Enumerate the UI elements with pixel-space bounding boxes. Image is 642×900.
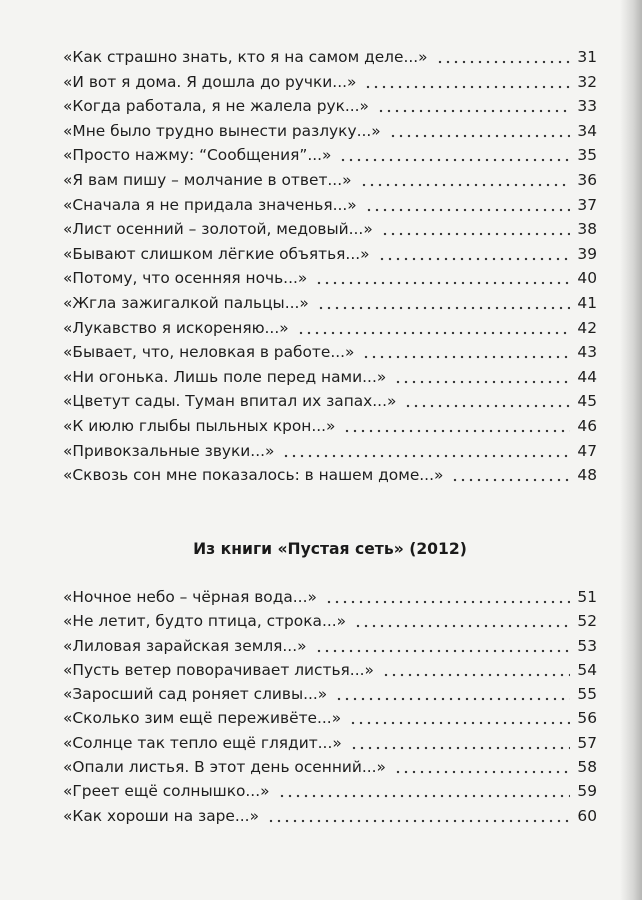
toc-entry-page: 57 <box>577 733 597 752</box>
toc-entry-title: «Заросший сад роняет сливы...» <box>63 685 328 704</box>
toc-entry <box>63 70 597 95</box>
dot-leader <box>276 779 570 803</box>
dot-leader <box>280 439 570 464</box>
toc-entry-page: 41 <box>577 293 597 312</box>
toc-entry-page: 40 <box>577 269 597 288</box>
toc-entry-page: 31 <box>577 48 597 66</box>
toc-entry-page: 32 <box>577 72 597 91</box>
dot-leader <box>449 463 570 488</box>
toc-entry-page: 39 <box>577 244 597 263</box>
toc-entry-page: 45 <box>577 392 597 411</box>
toc-entry <box>63 414 597 439</box>
toc-entry <box>63 634 597 658</box>
toc-entry-page: 55 <box>577 685 597 704</box>
toc-entry <box>63 168 597 193</box>
dot-leader <box>387 119 570 144</box>
toc-entry-page: 37 <box>577 195 597 214</box>
dot-leader <box>347 706 570 730</box>
toc-entry-title: «Ночное небо – чёрная вода...» <box>63 588 317 606</box>
toc-entry-page: 53 <box>577 636 597 655</box>
toc-entry-page: 34 <box>577 121 597 140</box>
toc-entry-title: «Как страшно знать, кто я на самом деле...» <box>63 48 428 66</box>
toc-entry <box>63 340 597 365</box>
toc-entry-page: 42 <box>577 318 597 337</box>
toc-entry-title: «Цветут сады. Туман впитал их запах...» <box>63 392 397 411</box>
toc-entry <box>63 779 597 803</box>
toc-entry <box>63 463 597 488</box>
toc-entry <box>63 193 597 218</box>
toc-entry-title: «Лукавство я искореняю...» <box>63 318 289 337</box>
dot-leader <box>295 316 570 341</box>
toc-entry-title: «Не летит, будто птица, строка...» <box>63 612 347 631</box>
toc-entry-title: «Привокзальные звуки...» <box>63 441 275 460</box>
toc-entry <box>63 658 597 682</box>
toc-entry <box>63 316 597 341</box>
toc-entry-title: «К июлю глыбы пыльных крон...» <box>63 416 336 435</box>
toc-entry-title: «Бывают слишком лёгкие объятья...» <box>63 244 370 263</box>
toc-entry <box>63 804 597 828</box>
dot-leader <box>315 291 570 316</box>
toc-entry-title: «Греет ещё солнышко...» <box>63 782 270 801</box>
toc-section-2 <box>63 585 597 828</box>
toc-entry <box>63 291 597 316</box>
toc-entry-page: 60 <box>577 806 597 825</box>
toc-entry-title: «Когда работала, я не жалела рук...» <box>63 97 369 116</box>
dot-leader <box>434 45 570 70</box>
dot-leader <box>337 143 570 168</box>
toc-entry-title: «Лиловая зарайская земля...» <box>63 636 307 655</box>
toc-entry <box>63 682 597 706</box>
dot-leader <box>333 682 570 706</box>
toc-entry-title: «Как хороши на заре...» <box>63 806 259 825</box>
dot-leader <box>323 585 570 609</box>
toc-entry <box>63 585 597 609</box>
toc-entry <box>63 706 597 730</box>
section-heading: Из книги «Пустая сеть» (2012) <box>193 540 467 558</box>
toc-entry-page: 48 <box>577 466 597 485</box>
toc-entry-page: 59 <box>577 782 597 801</box>
toc-entry <box>63 217 597 242</box>
toc-entry-title: «Мне было трудно вынести разлуку...» <box>63 121 381 140</box>
toc-entry <box>63 365 597 390</box>
toc-entry-title: «Солнце так тепло ещё глядит...» <box>63 733 342 752</box>
dot-leader <box>358 168 571 193</box>
toc-entry <box>63 119 597 144</box>
toc-entry-page: 35 <box>577 146 597 165</box>
toc-entry-page: 51 <box>577 588 597 606</box>
dot-leader <box>376 242 570 267</box>
toc-entry-title: «Просто нажму: “Сообщения”...» <box>63 146 332 165</box>
toc-entry <box>63 389 597 414</box>
toc-entry-title: «Лист осенний – золотой, медовый...» <box>63 220 373 239</box>
toc-entry-page: 47 <box>577 441 597 460</box>
dot-leader <box>402 389 570 414</box>
dot-leader <box>392 365 570 390</box>
dot-leader <box>341 414 570 439</box>
toc-entry-page: 44 <box>577 367 597 386</box>
dot-leader <box>265 804 570 828</box>
dot-leader <box>352 609 570 633</box>
dot-leader <box>380 658 570 682</box>
toc-entry-page: 36 <box>577 170 597 189</box>
toc-entry-title: «Жгла зажигалкой пальцы...» <box>63 293 309 312</box>
toc-entry-page: 33 <box>577 97 597 116</box>
toc-entry-title: «Сначала я не придала значенья...» <box>63 195 357 214</box>
toc-entry <box>63 94 597 119</box>
page-edge-shadow <box>620 0 642 900</box>
toc-entry-title: «Сколько зим ещё переживёте...» <box>63 709 342 728</box>
toc-entry-page: 56 <box>577 709 597 728</box>
toc-entry-title: «И вот я дома. Я дошла до ручки...» <box>63 72 357 91</box>
toc-entry-title: «Ни огонька. Лишь поле перед нами...» <box>63 367 387 386</box>
toc-entry-page: 38 <box>577 220 597 239</box>
toc-entry-page: 46 <box>577 416 597 435</box>
toc-section-1 <box>63 45 597 488</box>
toc-entry-title: «Пусть ветер поворачивает листья...» <box>63 660 374 679</box>
toc-entry-title: «Сквозь сон мне показалось: в нашем доме...» <box>63 466 444 485</box>
toc-entry-title: «Потому, что осенняя ночь...» <box>63 269 308 288</box>
toc-entry-title: «Я вам пишу – молчание в ответ...» <box>63 170 352 189</box>
toc-entry-page: 54 <box>577 660 597 679</box>
toc-entry <box>63 439 597 464</box>
toc-entry-page: 58 <box>577 758 597 777</box>
dot-leader <box>360 340 570 365</box>
dot-leader <box>379 217 570 242</box>
dot-leader <box>363 193 570 218</box>
toc-entry <box>63 45 597 70</box>
toc-entry-page: 52 <box>577 612 597 631</box>
toc-entry-page: 43 <box>577 343 597 362</box>
dot-leader <box>313 634 570 658</box>
dot-leader <box>348 731 570 755</box>
toc-entry <box>63 242 597 267</box>
toc-entry-title: «Бывает, что, неловкая в работе...» <box>63 343 355 362</box>
dot-leader <box>375 94 570 119</box>
dot-leader <box>392 755 570 779</box>
dot-leader <box>362 70 570 95</box>
dot-leader <box>313 266 570 291</box>
toc-entry <box>63 731 597 755</box>
toc-entry <box>63 755 597 779</box>
toc-entry <box>63 266 597 291</box>
toc-entry <box>63 143 597 168</box>
toc-entry <box>63 609 597 633</box>
toc-entry-title: «Опали листья. В этот день осенний...» <box>63 758 386 777</box>
